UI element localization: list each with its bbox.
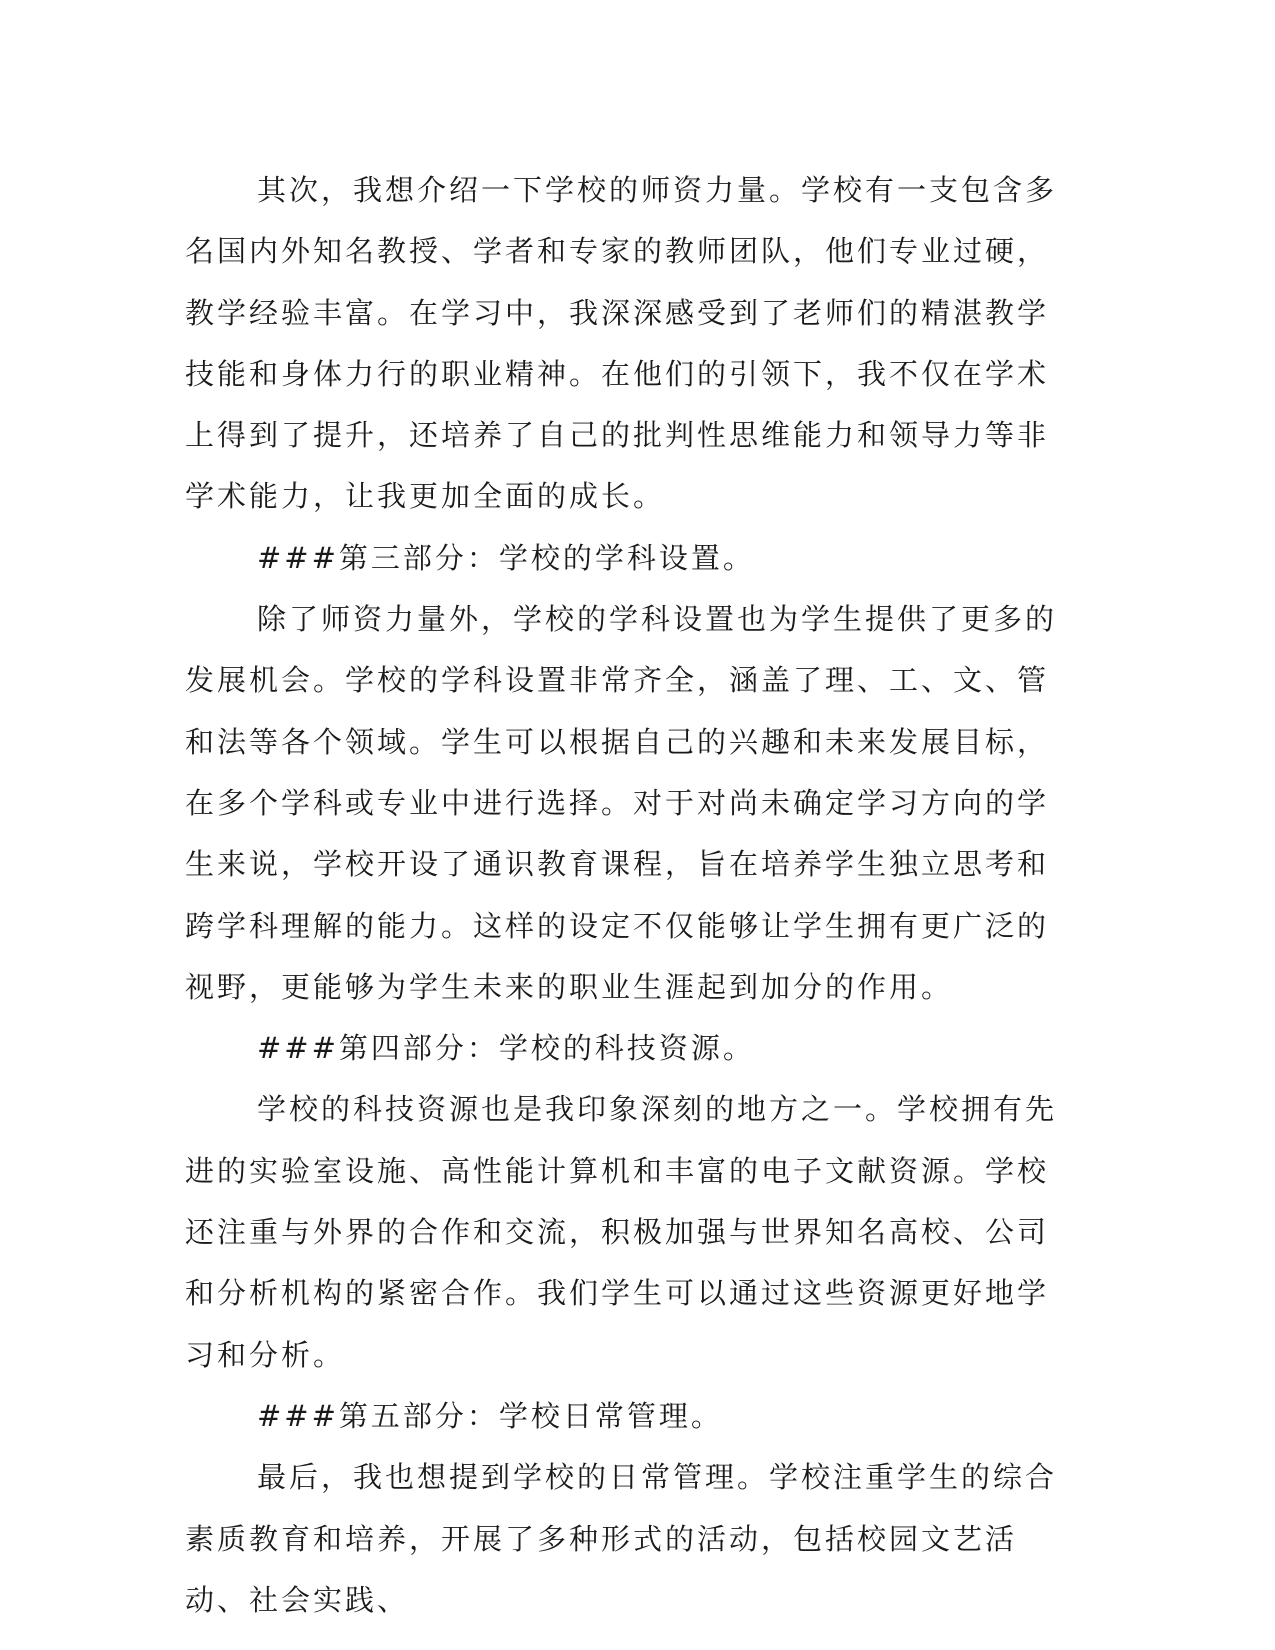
- section-heading-daily-management: ###第五部分：学校日常管理。: [257, 1398, 723, 1433]
- section-heading-tech-resources: ###第四部分：学校的科技资源。: [257, 1031, 755, 1066]
- section-heading-disciplines: ###第三部分：学校的学科设置。: [257, 540, 755, 575]
- paragraph-daily-management: 最后，我也想提到学校的日常管理。学校注重学生的综合素质教育和培养，开展了多种形式的活动，包括校园文艺活动、社会实践、: [185, 1460, 1058, 1617]
- paragraph-disciplines: 除了师资力量外，学校的学科设置也为学生提供了更多的发展机会。学校的学科设置非常齐全，涵盖了理、工、文、管和法等各个领域。学生可以根据自己的兴趣和未来发展目标，在多个学科或专业中进行选择。对于对尚未确定学习方向的学生来说，学校开设了通识教育课程，旨在培养学生独立思考和跨学科理解的能力。这样的设定不仅能够让学生拥有更广泛的视野，更能够为学生未来的职业生涯起到加分的作用。: [185, 602, 1058, 1004]
- paragraph-tech-resources: 学校的科技资源也是我印象深刻的地方之一。学校拥有先进的实验室设施、高性能计算机和丰富的电子文献资源。学校还注重与外界的合作和交流，积极加强与世界知名高校、公司和分析机构的紧密合作。我们学生可以通过这些资源更好地学习和分析。: [185, 1092, 1058, 1372]
- document-body: [185, 160, 1065, 1631]
- paragraph-faculty: 其次，我想介绍一下学校的师资力量。学校有一支包含多名国内外知名教授、学者和专家的教师团队，他们专业过硬，教学经验丰富。在学习中，我深深感受到了老师们的精湛教学技能和身体力行的职业精神。在他们的引领下，我不仅在学术上得到了提升，还培养了自己的批判性思维能力和领导力等非学术能力，让我更加全面的成长。: [185, 173, 1058, 514]
